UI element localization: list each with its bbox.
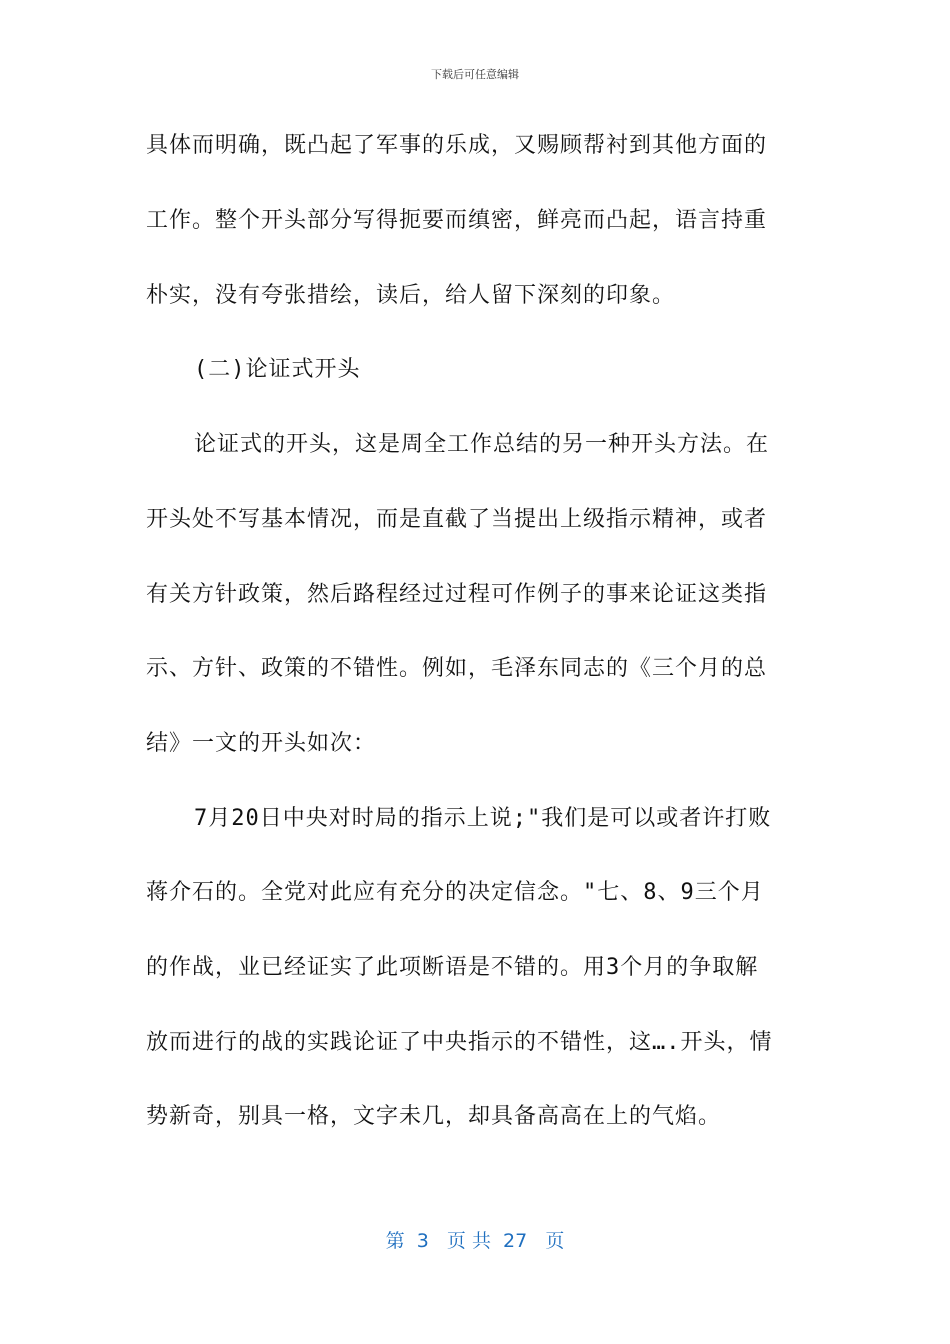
body-line: 放而进行的战的实践论证了中央指示的不错性，这….开头，情 (146, 1030, 773, 1055)
body-line: 工作。整个开头部分写得扼要而缜密，鲜亮而凸起，语言持重 (146, 208, 768, 233)
body-line: 具体而明确，既凸起了军事的乐成，又赐顾帮衬到其他方面的 (146, 133, 768, 158)
body-line: 势新奇，别具一格，文字未几，却具备高高在上的气焰。 (146, 1104, 722, 1129)
header-note: 下载后可任意编辑 (431, 68, 519, 81)
body-line: 示、方针、政策的不错性。例如，毛泽东同志的《三个月的总 (146, 656, 768, 681)
body-line: 朴实，没有夸张措绘，读后，给人留下深刻的印象。 (146, 283, 676, 308)
page-number-footer: 第 3 页 共 27 页 (385, 1230, 565, 1252)
body-line: 结》一文的开头如次： (146, 731, 377, 756)
body-line: 蒋介石的。全党对此应有充分的决定信念。"七、8、9三个月 (146, 880, 764, 905)
body-line: 7月20日中央对时局的指示上说;"我们是可以或者许打败 (194, 806, 772, 831)
body-line: 有关方针政策，然后路程经过过程可作例子的事来论证这类指 (146, 582, 768, 607)
body-line: 的作战，业已经证实了此项断语是不错的。用3个月的争取解 (146, 955, 759, 980)
body-line: 论证式的开头，这是周全工作总结的另一种开头方法。在 (194, 432, 770, 457)
section-heading: (二)论证式开头 (194, 357, 361, 382)
body-line: 开头处不写基本情况，而是直截了当提出上级指示精神，或者 (146, 507, 768, 532)
